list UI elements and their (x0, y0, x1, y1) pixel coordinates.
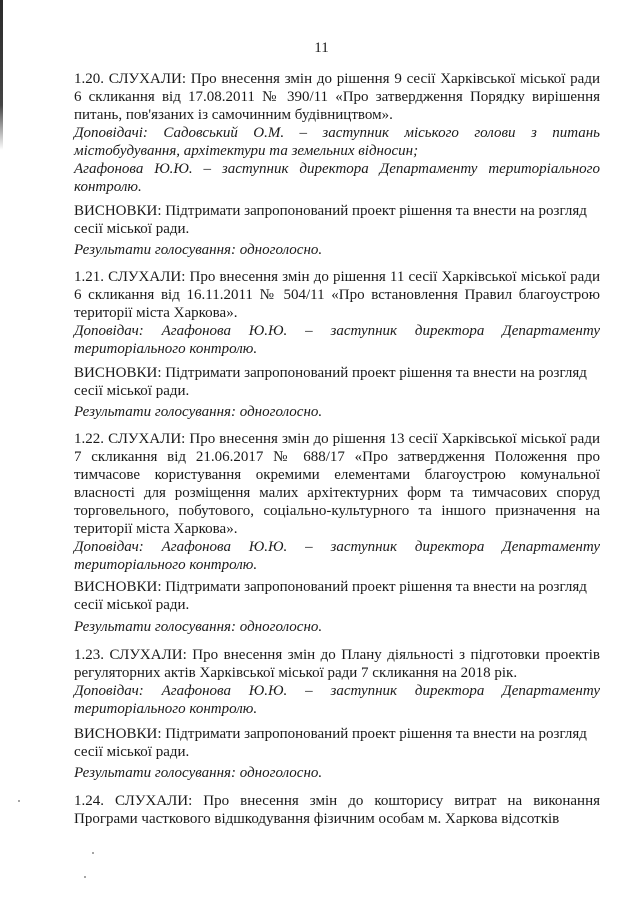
voting-result: Результати голосування: одноголосно. (74, 765, 323, 781)
conclusion-1-22 (74, 578, 600, 614)
conclusion-text: ВИСНОВКИ: Підтримати запропонований проект рішення та внести на розгляд сесії міської ради. (74, 579, 587, 613)
item-1-20 (74, 70, 600, 196)
scan-speck (18, 800, 20, 802)
item-1-24 (74, 792, 600, 828)
item-heard-text: 1.22. СЛУХАЛИ: Про внесення змін до рішення 13 сесії Харківської міської ради 7 скликання від 21.06.2017 № 688/17 «Про затвердження Положення про тимчасове користування окремими елементами благоустрою комунальної власності для розміщення малих архітектурних форм та тимчасових споруд торговельного, побутового, соціально-культурного та іншого призначення на території міста Харкова». (74, 431, 600, 537)
result-1-22 (74, 618, 600, 636)
item-heard-text: 1.23. СЛУХАЛИ: Про внесення змін до Плану діяльності з підготовки проектів регуляторних актів Харківської міської ради 7 скликання на 2018 рік. (74, 647, 600, 681)
conclusion-1-20 (74, 202, 600, 238)
conclusion-text: ВИСНОВКИ: Підтримати запропонований проект рішення та внести на розгляд сесії міської ради. (74, 726, 587, 760)
conclusion-1-23 (74, 725, 600, 761)
result-1-21 (74, 403, 600, 421)
scan-edge-shadow (0, 0, 3, 150)
result-1-23 (74, 764, 600, 782)
item-heard-text: 1.24. СЛУХАЛИ: Про внесення змін до кошторису витрат на виконання Програми часткового відшкодування фізичним особам м. Харкова відсотків (74, 793, 600, 827)
item-speaker: Доповідач: Агафонова Ю.Ю. – заступник директора Департаменту територіального контролю. (74, 683, 600, 717)
conclusion-text: ВИСНОВКИ: Підтримати запропонований проект рішення та внести на розгляд сесії міської ради. (74, 203, 587, 237)
item-speaker: Агафонова Ю.Ю. – заступник директора Департаменту територіального контролю. (74, 161, 600, 195)
voting-result: Результати голосування: одноголосно. (74, 404, 323, 420)
voting-result: Результати голосування: одноголосно. (74, 242, 323, 258)
conclusion-text: ВИСНОВКИ: Підтримати запропонований проект рішення та внести на розгляд сесії міської ради. (74, 365, 587, 399)
page-number: 11 (314, 40, 329, 56)
item-1-23 (74, 646, 600, 718)
item-speaker: Доповідачі: Садовський О.М. – заступник міського голови з питань містобудування, архітектури та земельних відносин; (74, 125, 600, 159)
item-1-21 (74, 268, 600, 358)
scan-speck (92, 852, 94, 854)
result-1-20 (74, 241, 600, 259)
item-heard-text: 1.20. СЛУХАЛИ: Про внесення змін до рішення 9 сесії Харківської міської ради 6 скликання від 17.08.2011 № 390/11 «Про затвердження Порядку вирішення питань, пов'язаних із самочинним будівництвом». (74, 71, 600, 123)
item-heard-text: 1.21. СЛУХАЛИ: Про внесення змін до рішення 11 сесії Харківської міської ради 6 скликання від 16.11.2011 № 504/11 «Про встановлення Правил благоустрою території міста Харкова». (74, 269, 600, 321)
item-speaker: Доповідач: Агафонова Ю.Ю. – заступник директора Департаменту територіального контролю. (74, 539, 600, 573)
voting-result: Результати голосування: одноголосно. (74, 619, 323, 635)
item-1-22 (74, 430, 600, 574)
scan-speck (84, 876, 86, 878)
conclusion-1-21 (74, 364, 600, 400)
item-speaker: Доповідач: Агафонова Ю.Ю. – заступник директора Департаменту територіального контролю. (74, 323, 600, 357)
